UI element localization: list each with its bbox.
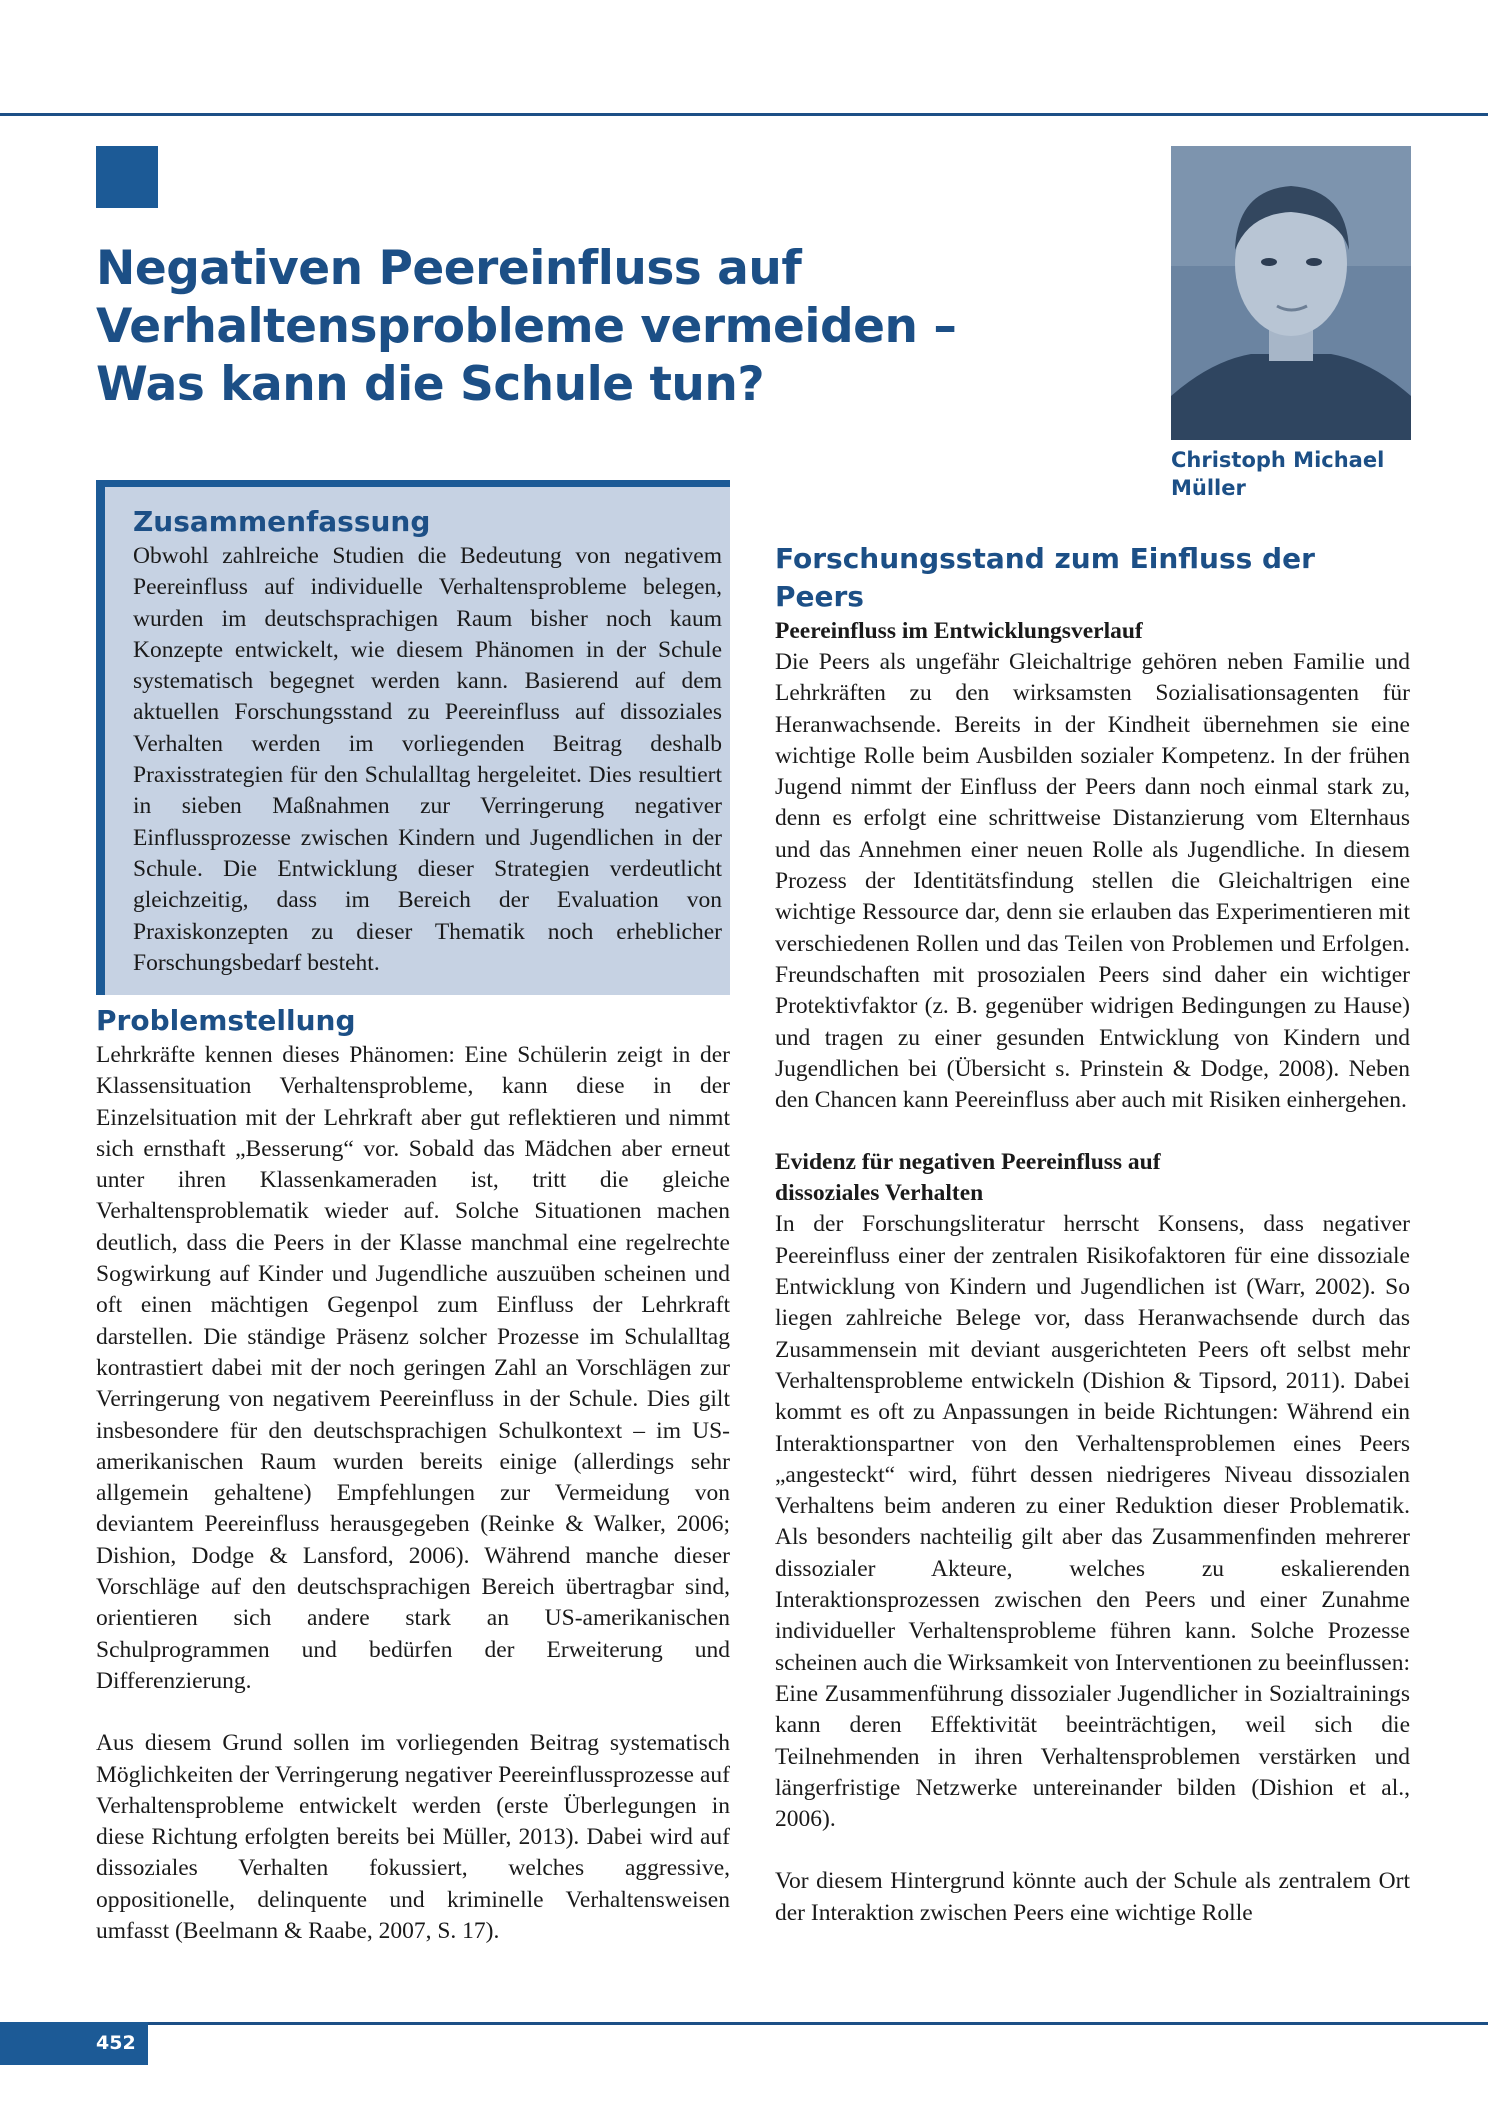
research-paragraph-2: In der Forschungsliteratur herrscht Konsens, dass negativer Peereinfluss einer der zentralen Risikofaktoren für eine dissoziale Entwicklung von Kindern und Jugendlichen ist (Warr, 2002). So liegen zahlreiche Belege vor, dass Heranwachsende durch das Zusammensein mit deviant ausgerichteten Peers oft selbst mehr Verhaltensprobleme entwickeln (Dishion & Tipsord, 2011). Dabei kommt es oft zu Anpassungen in beide Richtungen: Während ein Interaktionspartner von den Verhaltensproblemen eines Peers „angesteckt“ wird, führt dessen niedrigeres Niveau dissozialen Verhaltens beim anderen zu einer Reduktion dieser Problematik. Als besonders nachteilig gilt aber das Zusammenfinden mehrerer dissozialer Akteure, welches zu eskalierenden Interaktionsprozessen zwischen den Peers und einer Zunahme individueller Verhaltensprobleme führen kann. Solche Prozesse scheinen auch die Wirksamkeit von Interventionen zu beeinflussen: Eine Zusammenführung dissozialer Jugendlicher in Sozialtrainings kann deren Effektivität beeinträchtigen, weil sich die Teilnehmenden in ihren Verhaltensproblemen verstärken und längerfristige Netzwerke untereinander bilden (Dishion et al., 2006). [775, 1211, 1410, 1833]
paragraph-gap [96, 1697, 730, 1728]
paragraph-gap [775, 1116, 1410, 1147]
right-column [775, 540, 1410, 1929]
problem-paragraph-1: Lehrkräfte kennen dieses Phänomen: Eine Schülerin zeigt in der Klassensituation Verhaltensprobleme, kann diese in der Einzelsituation mit der Lehrkraft aber gut reflektieren und nimmt sich ernsthaft „Besserung“ vor. Sobald das Mädchen aber erneut unter ihren Klassenkameraden ist, tritt die gleiche Verhaltensproblematik wieder auf. Solche Situationen machen deutlich, dass die Peers in der Klasse manchmal eine regelrechte Sogwirkung auf Kinder und Jugendliche auszuüben scheinen und oft einen mächtigen Gegenpol zum Einfluss der Lehrkraft darstellen. Die ständige Präsenz solcher Prozesse im Schulalltag kontrastiert dabei mit der noch geringen Zahl an Vorschlägen zur Verringerung von negativem Peereinfluss in der Schule. Dies gilt insbesondere für den deutschsprachigen Schulkontext – im US-amerikanischen Raum wurden bereits einige (allerdings sehr allgemein gehaltene) Empfehlungen zur Vermeidung von deviantem Peereinfluss herausgegeben (Reinke & Walker, 2006; Dishion, Dodge & Lansford, 2006). Während manche dieser Vorschläge auf den deutschsprachigen Bereich übertragbar sind, orientieren sich andere stark an US-amerikanischen Schulprogrammen und bedürfen der Erweiterung und Differenzierung. [96, 1042, 730, 1694]
research-subheading-2-line-2: dissoziales Verhalten [775, 1180, 984, 1207]
problem-paragraph-2: Aus diesem Grund sollen im vorliegenden Beitrag systematisch Möglichkeiten der Verringerung negativer Peereinflussprozesse auf Verhaltensprobleme entwickelt werden (erste Überlegungen in diese Richtung erfolgten bereits bei Müller, 2013). Dabei wird auf dissoziales Verhalten fokussiert, welches aggressive, oppositionelle, delinquente und kriminelle Verhaltensweisen umfasst (Beelmann & Raabe, 2007, S. 17). [96, 1730, 730, 1945]
paragraph-gap [775, 1835, 1410, 1866]
problem-heading: Problemstellung [96, 1004, 356, 1037]
research-subheading-2-line-1: Evidenz für negativen Peereinfluss auf [775, 1149, 1161, 1176]
left-column [96, 1002, 730, 1947]
research-heading: Forschungsstand zum Einfluss der Peers [775, 542, 1315, 613]
author-portrait-icon [1171, 146, 1411, 440]
page-number: 452 [96, 2032, 136, 2054]
research-paragraph-1: Die Peers als ungefähr Gleichaltrige gehören neben Familie und Lehrkräften zu den wirksamsten Sozialisationsagenten für Heranwachsende. Bereits in der Kindheit übernehmen sie eine wichtige Rolle beim Ausbilden sozialer Kompetenz. In der frühen Jugend nimmt der Einfluss der Peers dann noch einmal stark zu, denn es erfolgt eine schrittweise Distanzierung vom Elternhaus und das Annehmen einer neuen Rolle als Jugendliche. In diesem Prozess der Identitätsfindung stellen die Gleichaltrigen eine wichtige Ressource dar, denn sie erlauben das Experimentieren mit verschiedenen Rollen und das Teilen von Problemen und Erfolgen. Freundschaften mit prosozialen Peers sind daher ein wichtiger Protektivfaktor (z. B. gegenüber widrigen Bedingungen zu Hause) und tragen zu einer gesunden Entwicklung von Kindern und Jugendlichen bei (Übersicht s. Prinstein & Dodge, 2008). Neben den Chancen kann Peereinfluss aber auch mit Risiken einhergehen. [775, 649, 1410, 1114]
section-marker-square [96, 146, 158, 208]
author-photo [1171, 146, 1411, 440]
summary-box [96, 480, 730, 995]
author-name: Christoph Michael Müller [1171, 448, 1385, 500]
summary-text: Obwohl zahlreiche Studien die Bedeutung von negativem Peereinfluss auf individuelle Verhaltensprobleme belegen, wurden im deutschsprachigen Raum bisher noch kaum Konzepte entwickelt, wie diesem Phänomen in der Schule systematisch begegnet werden kann. Basierend auf dem aktuellen Forschungsstand zu Peereinfluss auf dissoziales Verhalten werden im vorliegenden Beitrag deshalb Praxisstrategien für den Schulalltag hergeleitet. Dies resultiert in sieben Maßnahmen zur Verringerung negativer Einflussprozesse zwischen Kindern und Jugendlichen in der Schule. Die Entwicklung dieser Strategien verdeutlicht gleichzeitig, dass im Bereich der Evaluation von Praxiskonzepten zu dieser Thematik noch erheblicher Forschungsbedarf besteht. [133, 543, 722, 976]
article-title: Negativen Peereinfluss auf Verhaltensprobleme vermeiden – Was kann die Schule tun? [96, 241, 957, 412]
summary-heading: Zusammenfassung [133, 505, 431, 538]
bottom-rule [0, 2022, 1488, 2025]
top-rule [0, 113, 1488, 116]
research-subheading-1: Peereinfluss im Entwicklungsverlauf [775, 618, 1143, 644]
research-paragraph-3: Vor diesem Hintergrund könnte auch der Schule als zentralem Ort der Interaktion zwischen Peers eine wichtige Rolle [775, 1868, 1410, 1926]
